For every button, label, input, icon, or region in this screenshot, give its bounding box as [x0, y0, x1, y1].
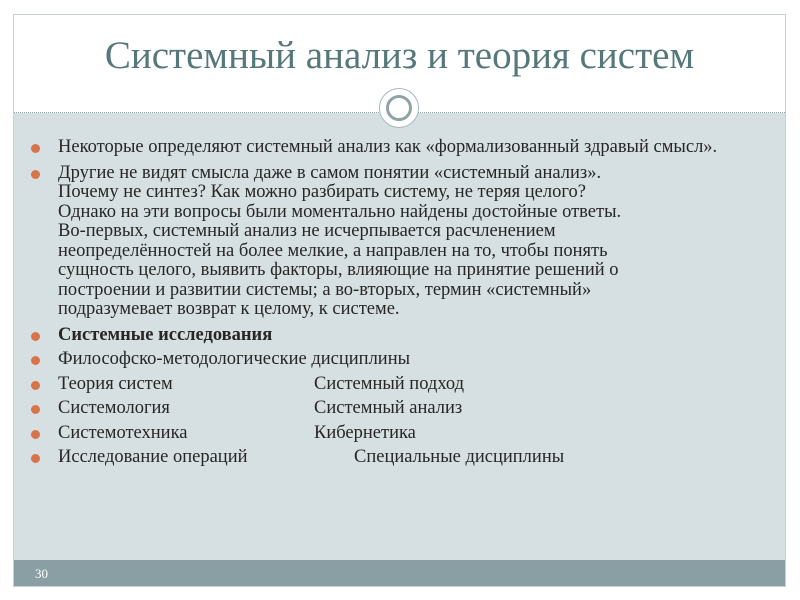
bullet-dot-icon — [31, 332, 40, 341]
list-item-line: Почему не синтез? Как можно разбирать систему, не теряя целого? — [58, 182, 586, 202]
list-item — [30, 424, 770, 444]
list-item-line: Во-первых, системный анализ не исчерпывается расчленением — [58, 221, 556, 241]
list-item-line: подразумевает возврат к целому, к системе. — [58, 299, 400, 319]
list-item — [30, 448, 770, 468]
bullet-dot-icon — [31, 356, 40, 365]
list-item-line: сущность целого, выявить факторы, влияющие на принятие решений о — [58, 260, 619, 280]
bullet-dot-icon — [31, 454, 40, 463]
bullet-dot-icon — [31, 430, 40, 439]
footer-bar — [14, 560, 785, 586]
slide-title: Системный анализ и теория систем — [104, 34, 695, 77]
list-item-line: Однако на эти вопросы были моментально найдены достойные ответы. — [58, 201, 622, 222]
list-item-text: Некоторые определяют системный анализ как «формализованный здравый смысл». — [58, 137, 718, 157]
list-item — [30, 326, 770, 346]
section-heading: Системные исследования — [58, 324, 273, 345]
bullet-dot-icon — [31, 405, 40, 414]
list-item-left: Системология — [58, 398, 170, 418]
bullet-dot-icon — [31, 170, 40, 179]
list-item — [30, 375, 770, 395]
list-item-text: Философско-методологические дисциплины — [58, 349, 411, 369]
circle-ornament-inner — [386, 95, 412, 121]
list-item — [30, 138, 770, 158]
list-item-right: Системный подход — [314, 373, 465, 394]
bullet-dot-icon — [31, 144, 40, 153]
list-item-left: Системотехника — [58, 422, 188, 443]
list-item-right: Системный анализ — [314, 398, 463, 418]
bullet-list — [30, 138, 770, 473]
circle-ornament-icon — [379, 88, 419, 128]
list-item-line: Другие не видят смысла даже в самом понятии «системный анализ». — [58, 162, 602, 183]
list-item — [30, 164, 770, 320]
list-item — [30, 399, 770, 419]
list-item-left: Исследование операций — [58, 447, 248, 467]
list-item-right: Кибернетика — [314, 422, 416, 443]
list-item — [30, 350, 770, 370]
bullet-dot-icon — [31, 381, 40, 390]
list-item-left: Теория систем — [58, 373, 173, 394]
list-item-line: неопределённостей на более мелкие, а направлен на то, чтобы понять — [58, 240, 608, 261]
list-item-right: Специальные дисциплины — [354, 447, 565, 467]
page-number: 30 — [35, 566, 48, 581]
list-item-line: построении и развитии системы; а во-вторых, термин «системный» — [58, 279, 592, 300]
